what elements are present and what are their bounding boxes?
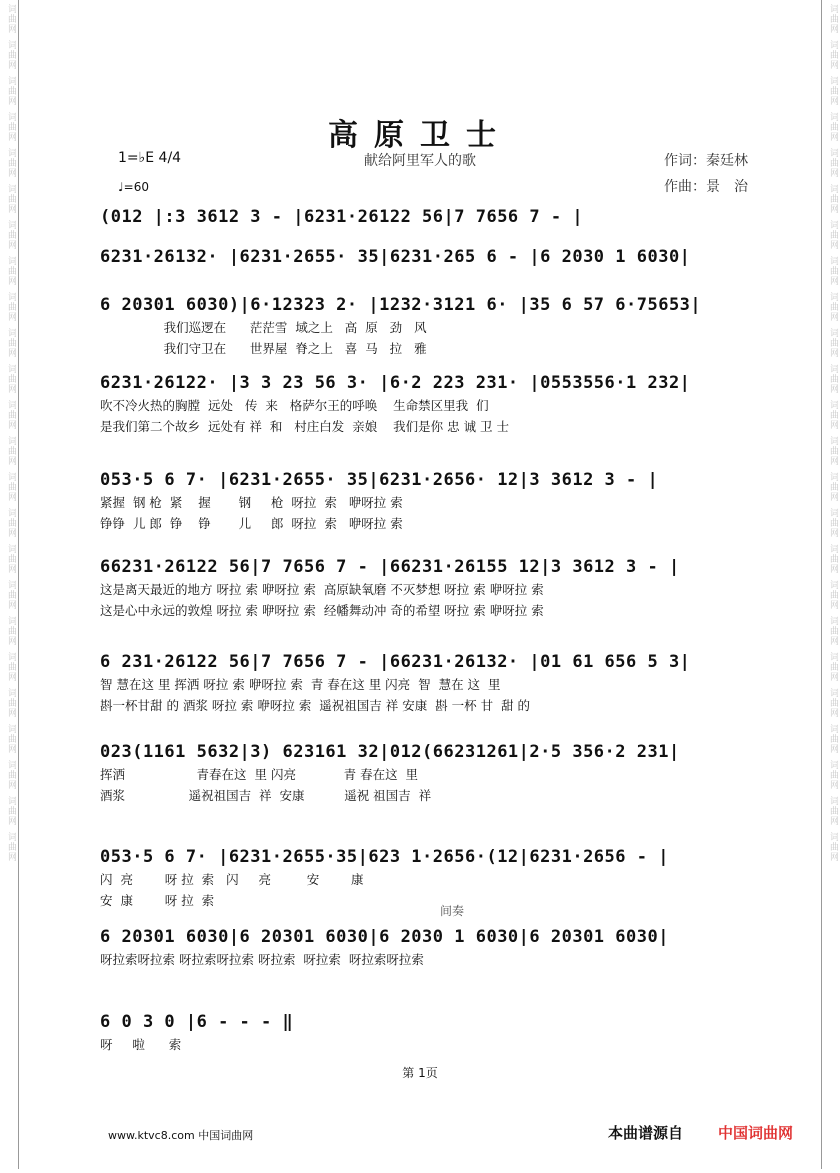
key-signature: 1=♭E 4/4 xyxy=(118,150,182,166)
score-system xyxy=(100,740,760,806)
watermark-text: 词曲网 xyxy=(6,544,16,574)
lyric-line xyxy=(100,970,760,991)
watermark-text: 词曲网 xyxy=(6,112,16,142)
watermark-text: 词曲网 xyxy=(828,400,838,430)
watermark-text: 词曲网 xyxy=(6,796,16,826)
note-line: (012 |:3 3612 3 - |6231·26122 56|7 7656 7 - | xyxy=(100,207,584,227)
note-line: 6 0 3 0 |6 - - - ‖ xyxy=(100,1012,294,1032)
watermark-text: 词曲网 xyxy=(6,76,16,106)
note-line: 6231·26122· |3 3 23 56 3· |6·2 223 231· |0553556·1 232| xyxy=(100,373,691,393)
song-subtitle: 献给阿里军人的歌 xyxy=(364,153,476,169)
note-line: 6 20301 6030)|6·12323 2· |1232·3121 6· |35 6 57 6·75653| xyxy=(100,295,702,315)
lyric-line: 智 慧在这 里 挥洒 呀拉 索 咿呀拉 索 青 春在这 里 闪亮 智 慧在 这 里 xyxy=(100,677,501,692)
composer-credit: 作曲：景 治 xyxy=(664,179,748,195)
watermark-text: 词曲网 xyxy=(6,652,16,682)
watermark-text: 词曲网 xyxy=(828,724,838,754)
watermark-text: 词曲网 xyxy=(828,220,838,250)
watermark-text: 词曲网 xyxy=(828,148,838,178)
watermark-text: 词曲网 xyxy=(828,760,838,790)
note-line: 6 20301 6030|6 20301 6030|6 2030 1 6030|6 20301 6030| xyxy=(100,927,669,947)
watermark-text: 词曲网 xyxy=(6,292,16,322)
watermark-text: 词曲网 xyxy=(828,580,838,610)
left-edge-line xyxy=(18,0,19,1169)
watermark-text: 词曲网 xyxy=(6,688,16,718)
score-system xyxy=(100,293,760,359)
lyric-line: 挥洒 青春在这 里 闪亮 青 春在这 里 xyxy=(100,767,419,782)
watermark-text: 词曲网 xyxy=(6,472,16,502)
watermark-text: 词曲网 xyxy=(828,796,838,826)
note-line: 6231·26132· |6231·2655· 35|6231·265 6 - |6 2030 1 6030| xyxy=(100,247,691,267)
lyric-line: 铮铮 儿 郎 铮 铮 儿 郎 呀拉 索 咿呀拉 索 xyxy=(100,516,403,531)
watermark-text: 词曲网 xyxy=(6,364,16,394)
watermark-text: 词曲网 xyxy=(6,4,16,34)
watermark-text: 词曲网 xyxy=(828,508,838,538)
lyric-line: 是我们第二个故乡 远处有 祥 和 村庄白发 亲娘 我们是你 忠 诚 卫 士 xyxy=(100,419,510,434)
footer-site[interactable]: www.ktvc8.com 中国词曲网 xyxy=(108,1129,254,1142)
note-line: 6 231·26122 56|7 7656 7 - |66231·26132· |01 61 656 5 3| xyxy=(100,652,691,672)
watermark-text: 词曲网 xyxy=(6,760,16,790)
watermark-text: 词曲网 xyxy=(6,220,16,250)
watermark-text: 词曲网 xyxy=(828,40,838,70)
lyric-line: 呀拉索呀拉索 呀拉索呀拉索 呀拉索 呀拉索 呀拉索呀拉索 xyxy=(100,952,424,967)
watermark-text: 词曲网 xyxy=(6,580,16,610)
note-line: 66231·26122 56|7 7656 7 - |66231·26155 12|3 3612 3 - | xyxy=(100,557,680,577)
score-system xyxy=(100,845,760,911)
watermark-text: 词曲网 xyxy=(828,76,838,106)
right-edge-line xyxy=(821,0,822,1169)
lyric-line: 酒浆 遥祝祖国吉 祥 安康 遥祝 祖国吉 祥 xyxy=(100,788,432,803)
watermark-text: 词曲网 xyxy=(6,436,16,466)
watermark-left xyxy=(2,0,16,1173)
footer-source-label: 本曲谱源自 xyxy=(608,1124,684,1142)
watermark-text: 词曲网 xyxy=(6,148,16,178)
lyric-line: 安 康 呀 拉 索 xyxy=(100,893,215,908)
watermark-text: 词曲网 xyxy=(6,184,16,214)
score-system xyxy=(100,468,760,534)
watermark-text: 词曲网 xyxy=(6,508,16,538)
watermark-text: 词曲网 xyxy=(828,292,838,322)
watermark-text: 词曲网 xyxy=(828,4,838,34)
footer-source-name[interactable]: 中国词曲网 xyxy=(718,1124,794,1142)
score-system xyxy=(100,925,760,991)
watermark-text: 词曲网 xyxy=(828,364,838,394)
note-line: 053·5 6 7· |6231·2655·35|623 1·2656·(12|6231·2656 - | xyxy=(100,847,669,867)
note-line: 053·5 6 7· |6231·2655· 35|6231·2656· 12|3 3612 3 - | xyxy=(100,470,659,490)
watermark-text: 词曲网 xyxy=(6,832,16,862)
watermark-text: 词曲网 xyxy=(828,112,838,142)
lyric-line xyxy=(100,269,760,290)
lyric-line: 紧握 钢 枪 紧 握 钢 枪 呀拉 索 咿呀拉 索 xyxy=(100,495,403,510)
watermark-text: 词曲网 xyxy=(828,688,838,718)
lyric-line: 这是离天最近的地方 呀拉 索 咿呀拉 索 高原缺氧磨 不灭梦想 呀拉 索 咿呀拉 索 xyxy=(100,582,544,597)
score-system xyxy=(100,371,760,437)
lyric-line: 我们守卫在 世界屋 脊之上 喜 马 拉 雅 xyxy=(100,341,427,356)
lyric-line: 斟一杯甘甜 的 酒浆 呀拉 索 咿呀拉 索 遥祝祖国吉 祥 安康 斟 一杯 甘 甜 的 xyxy=(100,698,531,713)
watermark-text: 词曲网 xyxy=(828,436,838,466)
song-title: 高原卫士 xyxy=(328,118,512,153)
watermark-text: 词曲网 xyxy=(828,184,838,214)
watermark-text: 词曲网 xyxy=(828,544,838,574)
watermark-text: 词曲网 xyxy=(6,40,16,70)
lyricist-credit: 作词：秦廷林 xyxy=(664,153,748,169)
tempo-marking: ♩=60 xyxy=(118,180,149,194)
score-system xyxy=(100,555,760,621)
lyric-line: 吹不冷火热的胸膛 远处 传 来 格萨尔王的呼唤 生命禁区里我 们 xyxy=(100,398,489,413)
lyric-line: 这是心中永远的敦煌 呀拉 索 咿呀拉 索 经幡舞动冲 奇的希望 呀拉 索 咿呀拉 索 xyxy=(100,603,544,618)
watermark-text: 词曲网 xyxy=(6,616,16,646)
watermark-text: 词曲网 xyxy=(828,472,838,502)
watermark-text: 词曲网 xyxy=(6,400,16,430)
watermark-right xyxy=(824,0,838,1173)
interlude-mark: 间奏 xyxy=(440,904,465,918)
lyric-line: 闪 亮 呀 拉 索 闪 亮 安 康 xyxy=(100,872,364,887)
watermark-text: 词曲网 xyxy=(828,328,838,358)
watermark-text: 词曲网 xyxy=(828,256,838,286)
watermark-text: 词曲网 xyxy=(6,328,16,358)
note-line: 023(1161 5632|3) 623161 32|012(66231261|2·5 356·2 231| xyxy=(100,742,680,762)
watermark-text: 词曲网 xyxy=(6,724,16,754)
lyric-line: 我们巡逻在 茫茫雪 域之上 高 原 劲 风 xyxy=(100,320,427,335)
lyric-line: 呀 啦 索 xyxy=(100,1037,182,1052)
score-system xyxy=(100,650,760,716)
page-number: 第 1页 xyxy=(402,1066,438,1080)
watermark-text: 词曲网 xyxy=(828,652,838,682)
watermark-text: 词曲网 xyxy=(6,256,16,286)
watermark-text: 词曲网 xyxy=(828,616,838,646)
watermark-text: 词曲网 xyxy=(828,832,838,862)
